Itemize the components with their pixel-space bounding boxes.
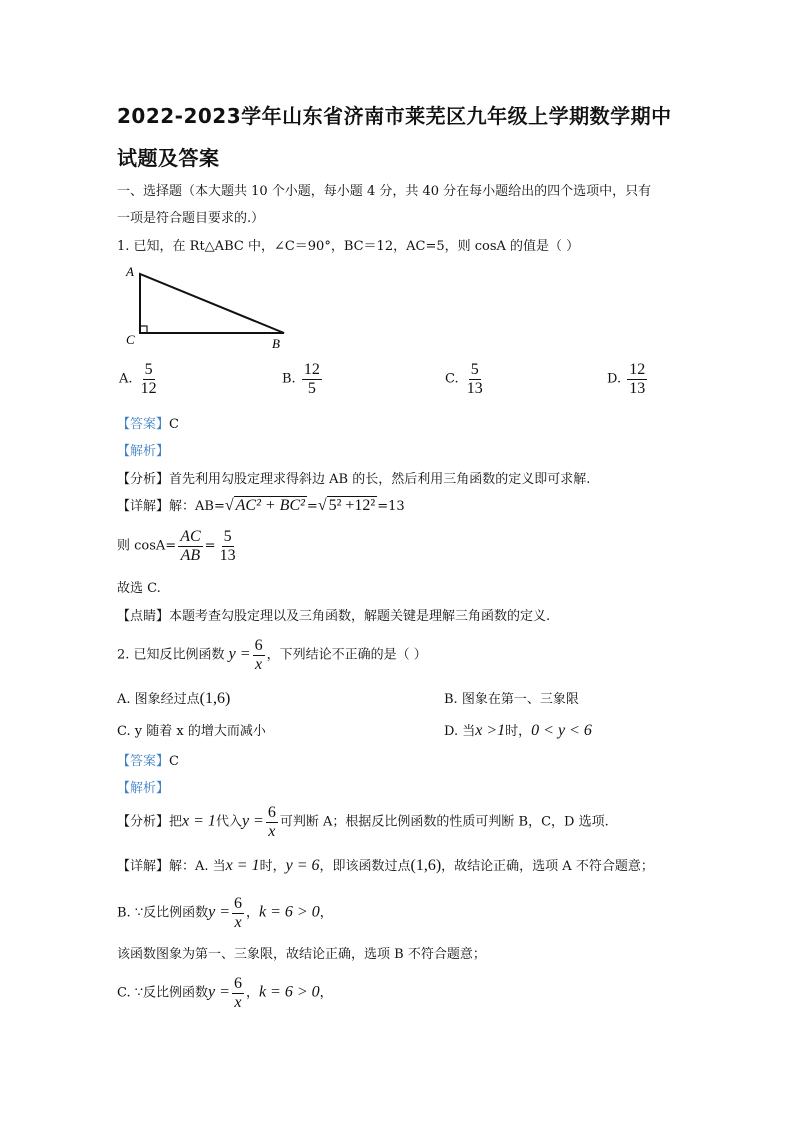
text: ，	[245, 985, 259, 1001]
q2-fenxi	[117, 804, 609, 840]
q1-analysis-tag: 【解析】	[117, 444, 170, 459]
fraction-numerator: 5	[470, 361, 479, 378]
fraction-denominator: x	[268, 822, 276, 840]
result: =13	[377, 499, 405, 514]
fenxi-tag: 【分析】	[117, 814, 170, 830]
fraction-denominator: 5	[307, 379, 316, 397]
text: 时，	[259, 859, 286, 874]
q2-stem	[117, 637, 427, 673]
text: 把	[169, 814, 183, 830]
text: ，	[319, 985, 333, 1001]
q1-option-c	[445, 361, 487, 397]
q1-triangle-figure	[118, 262, 298, 352]
doc-title-line1: 2022-2023学年山东省济南市莱芜区九年级上学期数学期中	[117, 104, 672, 128]
option-label: C.	[445, 371, 459, 387]
xiangjie-tag: 【详解】	[117, 859, 170, 874]
text: B. ∵反比例函数	[117, 905, 209, 921]
xiangjie-prefix: 解：AB=	[169, 499, 225, 514]
option-mid: 时，	[505, 724, 532, 739]
q2-option-c: C. y 随着 x 的增大而减小	[117, 724, 266, 739]
dianjing-text: 本题考查勾股定理以及三角函数，解题关键是理解三角函数的定义.	[169, 609, 551, 624]
q2-analysis-tag: 【解析】	[117, 781, 170, 796]
fenxi-text: 首先利用勾股定理求得斜边 AB 的长，然后利用三角函数的定义即可求解.	[169, 472, 591, 487]
math-y: y =	[208, 903, 230, 921]
vertex-a-label: A	[126, 264, 134, 279]
sqrt-expression: √ AC² + BC²	[224, 497, 305, 514]
fraction-numerator: 6	[254, 637, 263, 654]
q2-option-a	[117, 688, 230, 708]
q2-c-reason	[117, 975, 333, 1011]
vertex-b-label: B	[272, 336, 280, 351]
option-label: B.	[282, 371, 296, 387]
text: ，	[246, 905, 260, 921]
stem-suffix: ，下列结论不正确的是（ ）	[266, 647, 427, 663]
option-label: A.	[119, 371, 133, 387]
math-y: y =	[241, 812, 264, 830]
answer-value: C	[169, 417, 179, 432]
math-y: y =	[228, 645, 251, 663]
fenxi-tag: 【分析】	[117, 472, 170, 487]
fraction-numerator: 6	[233, 975, 242, 992]
triangle-shape	[140, 274, 284, 333]
q1-answer	[117, 413, 179, 432]
fraction-denominator: 12	[140, 379, 157, 397]
fraction-denominator: 13	[629, 379, 646, 397]
answer-tag: 【答案】	[117, 417, 170, 432]
q2-option-d	[444, 720, 592, 740]
math-y: y =	[208, 983, 230, 1001]
option-prefix: D. 当	[444, 724, 476, 739]
text: 可判断 A；根据反比例函数的性质可判断 B，C，D 选项.	[279, 814, 609, 830]
fraction-denominator: x	[234, 913, 242, 931]
q2-xiangjie	[117, 855, 654, 875]
vertex-c-label: C	[126, 332, 135, 347]
section-heading-line2: 一项是符合题目要求的.）	[117, 211, 265, 226]
answer-value: C	[169, 754, 179, 769]
q1-dianjing	[117, 605, 550, 624]
q1-choose: 故选 C.	[117, 581, 161, 596]
equals: =	[306, 499, 318, 514]
fraction-denominator: 13	[219, 546, 236, 564]
radicand: AC² + BC²	[235, 497, 305, 514]
fraction-denominator: AB	[180, 546, 201, 564]
equals: =	[204, 538, 216, 554]
option-text: A. 图象经过点	[117, 692, 200, 707]
dianjing-tag: 【点睛】	[117, 609, 170, 624]
q2-answer	[117, 750, 179, 769]
text: 解：A. 当	[169, 859, 226, 874]
math-condition: x >1	[475, 722, 506, 739]
text: ，	[319, 905, 333, 921]
fraction-numerator: 12	[629, 361, 646, 378]
math: k = 6 > 0	[258, 983, 320, 1001]
fraction-numerator: 6	[234, 895, 242, 912]
math-point: (1,6)	[410, 857, 442, 874]
text: C. ∵反比例函数	[117, 985, 209, 1001]
q1-option-d	[607, 361, 649, 397]
math-range: 0 < y < 6	[531, 722, 592, 739]
q1-option-a	[119, 361, 161, 397]
q1-option-b	[282, 361, 324, 397]
right-angle-mark	[140, 326, 147, 333]
math-point: (1,6)	[199, 690, 231, 707]
math: x = 1	[182, 812, 216, 830]
xiangjie-tag: 【详解】	[117, 499, 170, 514]
fraction-numerator: 12	[303, 361, 320, 378]
answer-tag: 【答案】	[117, 754, 170, 769]
fraction-numerator: 5	[223, 528, 232, 545]
math: x = 1	[225, 857, 260, 874]
q2-b-conclusion: 该函数图象为第一、三象限，故结论正确，选项 B 不符合题意；	[117, 947, 486, 962]
text: ，故结论正确，选项 A 不符合题意；	[441, 859, 654, 874]
cos-prefix: 则 cosA=	[117, 538, 177, 554]
q1-stem: 1. 已知，在 Rt△ABC 中，∠C＝90°，BC＝12，AC=5，则 cosA 的值是（ ）	[117, 239, 580, 254]
fraction-numerator: AC	[180, 528, 201, 545]
q1-fenxi	[117, 468, 590, 487]
radicand: 5² +12²	[328, 497, 376, 514]
fraction-denominator: x	[234, 993, 242, 1011]
doc-title-line2: 试题及答案	[117, 146, 220, 170]
q2-option-b: B. 图象在第一、三象限	[444, 692, 579, 707]
fraction-numerator: 6	[267, 804, 276, 821]
fraction-numerator: 5	[144, 361, 153, 378]
stem-prefix: 2. 已知反比例函数	[117, 647, 229, 663]
text: 代入	[215, 814, 242, 830]
fraction-denominator: x	[255, 655, 263, 673]
sqrt-expression: √ 5² +12²	[317, 497, 376, 514]
math: y = 6	[285, 857, 320, 874]
q1-xiangjie	[117, 495, 405, 515]
text: ，即该函数过点	[319, 859, 411, 874]
option-label: D.	[607, 371, 622, 387]
math: k = 6 > 0	[259, 903, 320, 921]
q2-b-reason	[117, 895, 333, 931]
section-heading-line1: 一、选择题（本大题共 10 个小题，每小题 4 分，共 40 分在每小题给出的四个选项中，只有	[117, 184, 652, 199]
q1-cos-line	[117, 528, 240, 564]
fraction-denominator: 13	[466, 379, 483, 397]
